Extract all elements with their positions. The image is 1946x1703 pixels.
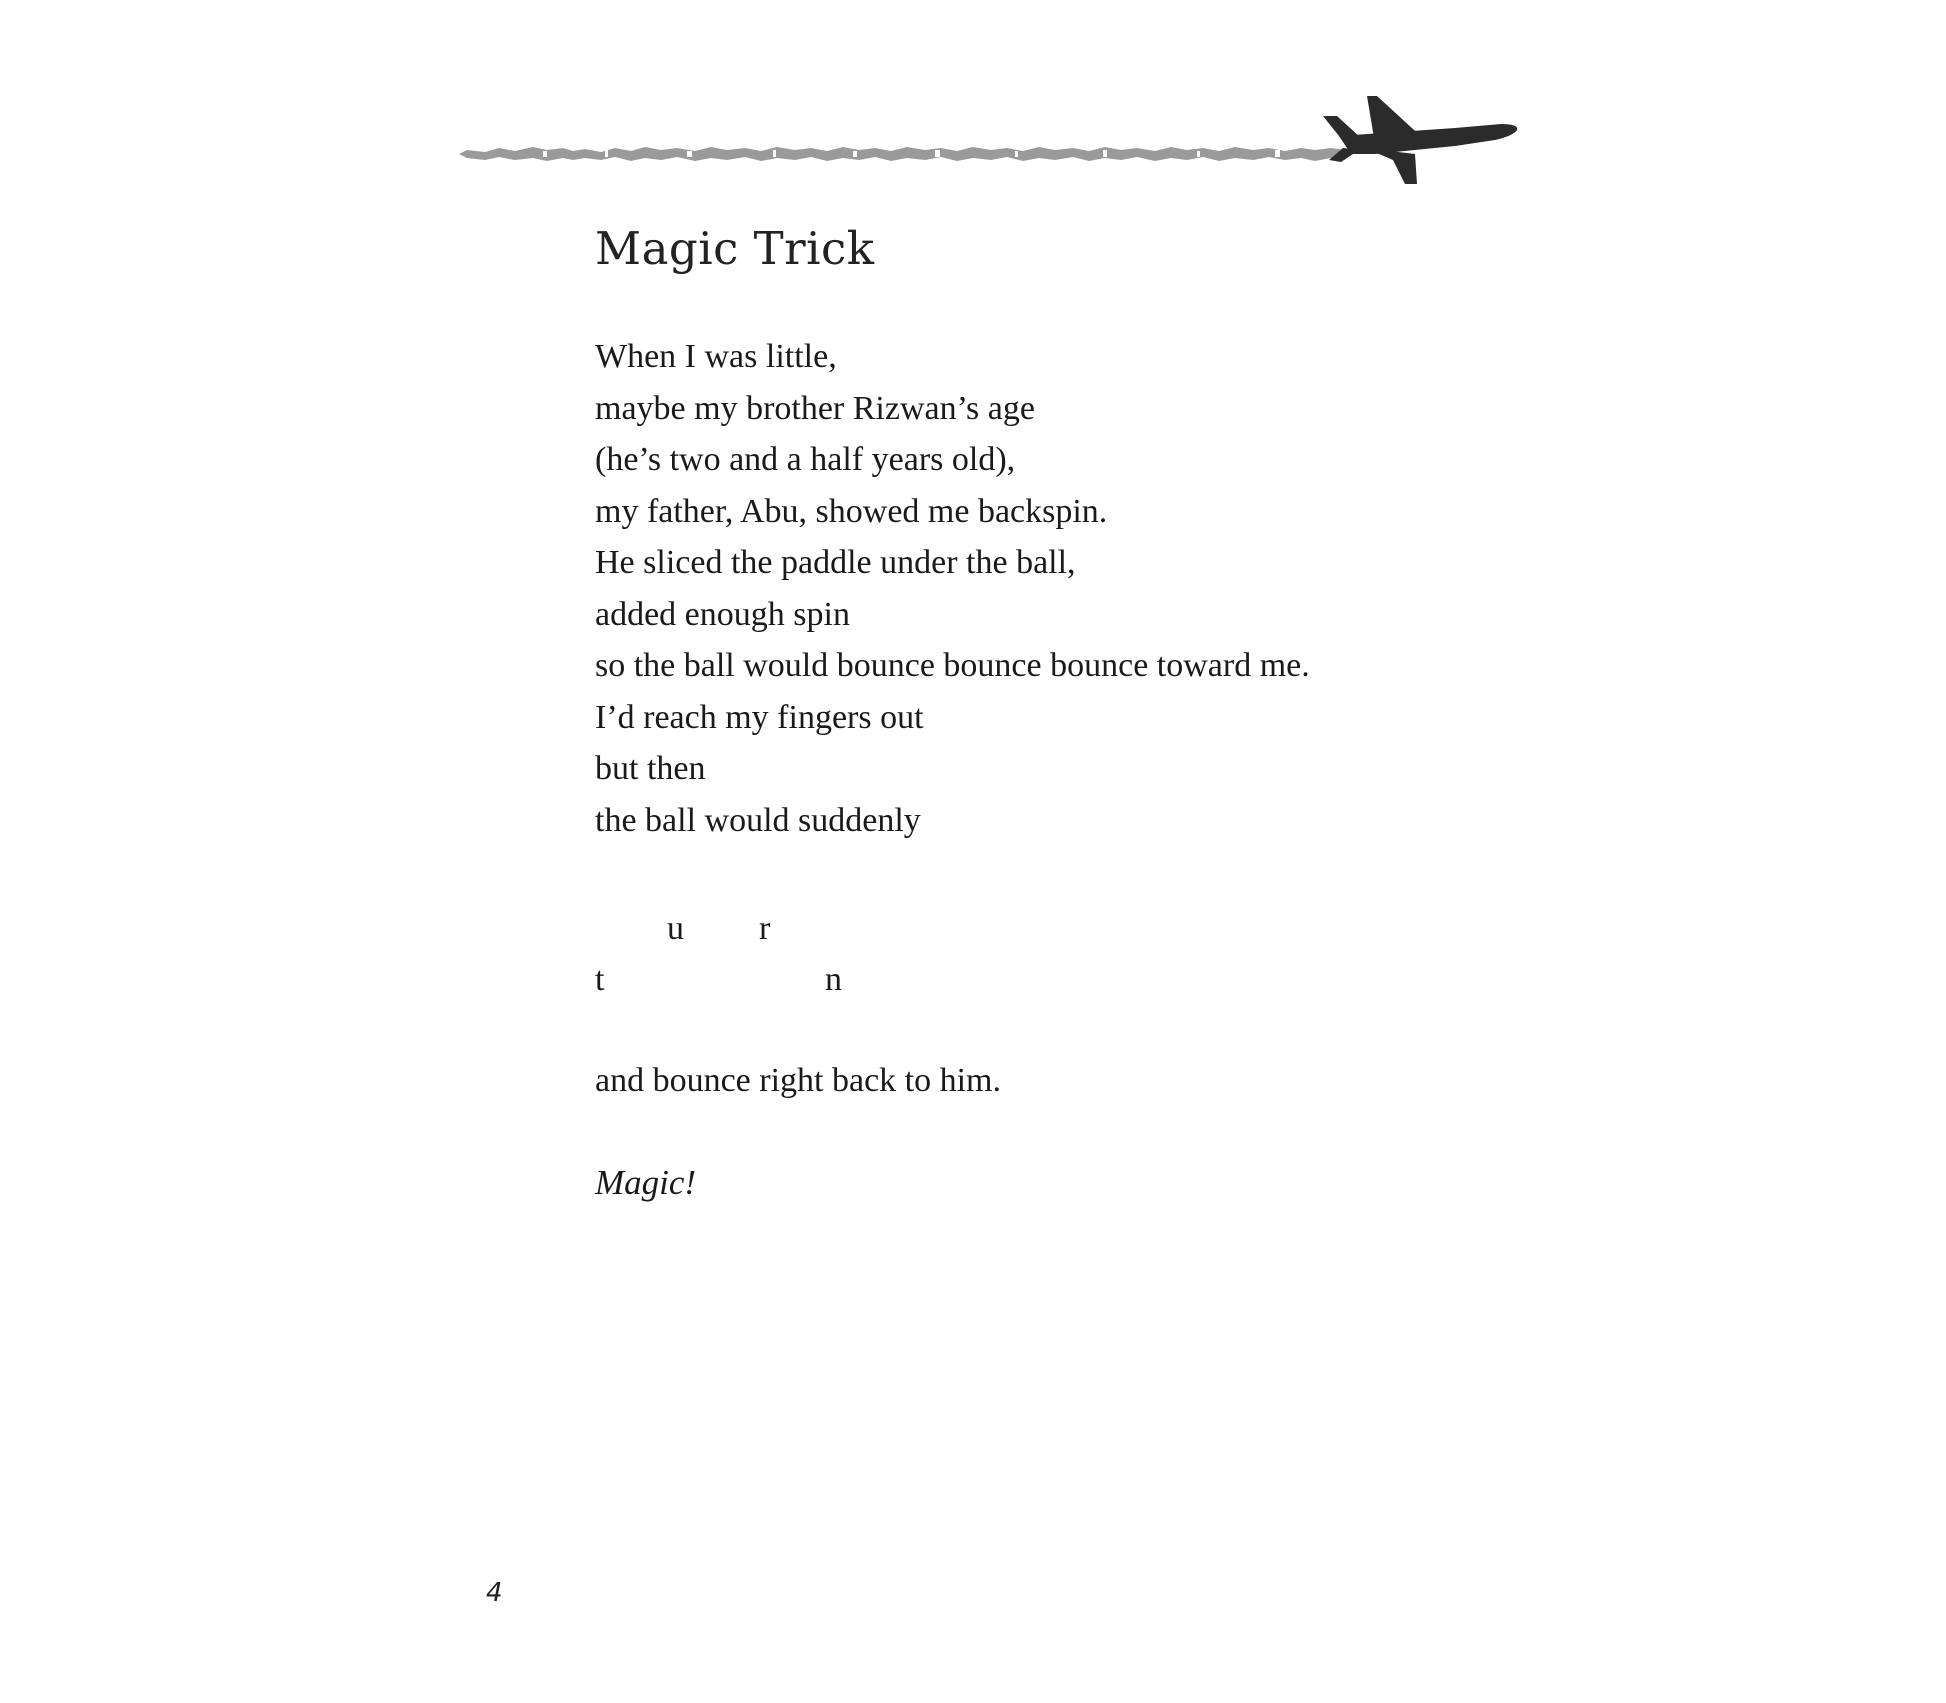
airplane-icon <box>1323 96 1517 184</box>
poem-line: I’d reach my fingers out <box>595 698 924 736</box>
poem-line: (he’s two and a half years old), <box>595 441 1016 478</box>
poem-line: When I was little, <box>595 338 837 375</box>
poem-line: so the ball would bounce bounce bounce toward me. <box>595 647 1310 684</box>
poem-line: but then <box>595 750 706 787</box>
poem-body <box>595 331 1310 846</box>
poem-exclamation: Magic! <box>595 1163 697 1202</box>
header-ornament <box>455 88 1525 188</box>
contrail <box>459 147 1345 161</box>
turn-letter-t: t <box>595 961 605 998</box>
poem-line: the ball would suddenly <box>595 801 921 839</box>
poem-line: He sliced the paddle under the ball, <box>595 544 1076 581</box>
turn-letter-r: r <box>759 910 771 947</box>
poem-line: maybe my brother Rizwan’s age <box>595 389 1035 427</box>
page-number: 4 <box>486 1578 503 1608</box>
turn-letter-u: u <box>667 910 684 947</box>
poem-title: Magic Trick <box>595 222 875 275</box>
poem-line: my father, Abu, showed me backspin. <box>595 492 1108 530</box>
poem-line: added enough spin <box>595 595 850 633</box>
turn-letter-n: n <box>825 961 842 998</box>
poem-closing-line: and bounce right back to him. <box>595 1062 1002 1099</box>
